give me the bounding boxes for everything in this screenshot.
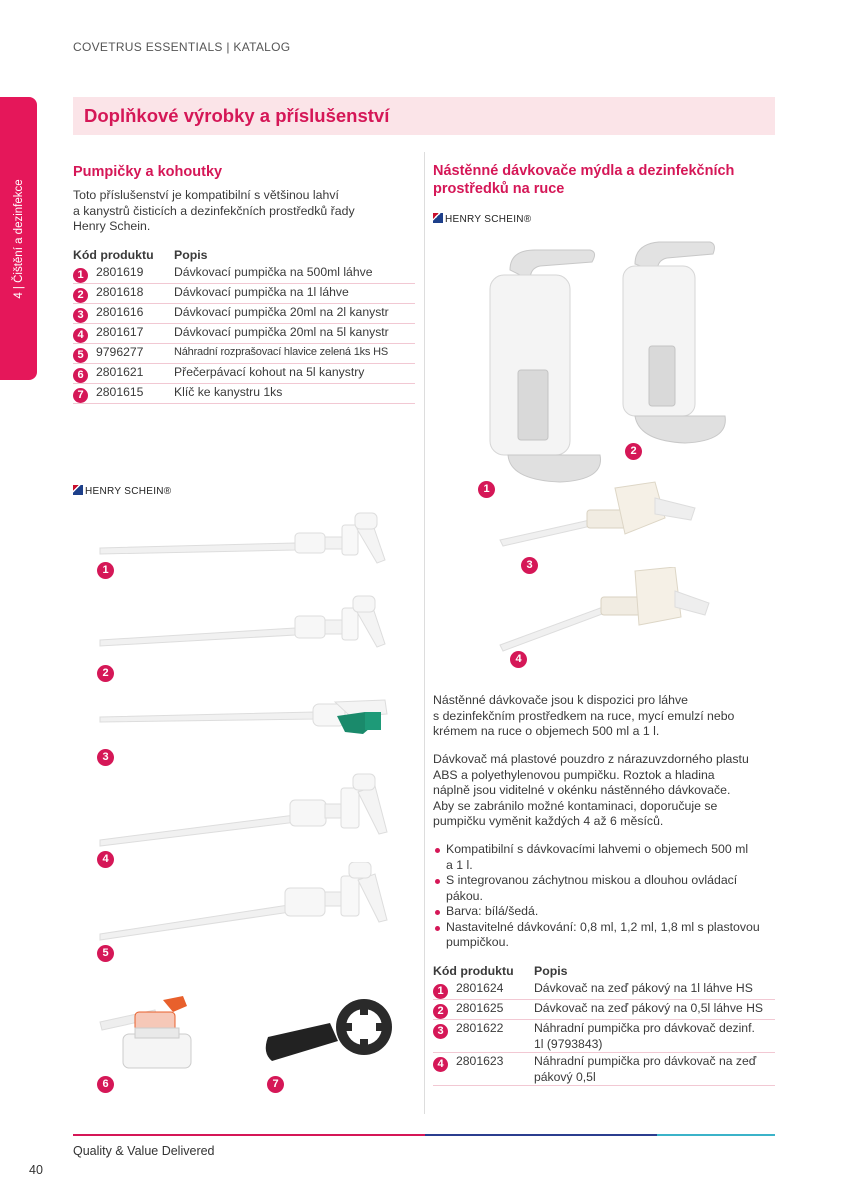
table-row bbox=[433, 1000, 775, 1020]
image-badge: 5 bbox=[97, 945, 114, 962]
image-badge: 2 bbox=[625, 443, 642, 460]
chapter-tab[interactable] bbox=[0, 97, 37, 380]
product-code: 2801622 bbox=[456, 1021, 504, 1035]
page-title-band bbox=[73, 97, 775, 135]
paragraph-line: náplně jsou viditelné v okénku nástěnného dávkovače. bbox=[433, 783, 731, 797]
image-badge: 1 bbox=[478, 481, 495, 498]
paragraph-line: Aby se zabránilo možné kontaminaci, doporučuje se bbox=[433, 798, 718, 813]
product-desc: Dávkovací pumpička na 500ml láhve bbox=[174, 264, 415, 284]
product-code: 2801619 bbox=[96, 265, 144, 279]
feature-item bbox=[433, 873, 778, 904]
product-desc: Dávkovač na zeď pákový na 1l láhve HS bbox=[534, 980, 775, 1000]
feature-list bbox=[433, 842, 778, 951]
row-number: 2 bbox=[433, 1004, 448, 1019]
paragraph-line: ABS a polyethylenovou pumpičku. Roztok a hladina bbox=[433, 767, 715, 782]
tap-image bbox=[95, 992, 205, 1072]
table-row bbox=[73, 364, 415, 384]
section-title-dispensers bbox=[433, 162, 734, 198]
row-number: 5 bbox=[73, 348, 88, 363]
paragraph-line: krémem na ruce o objemech 500 ml a 1 l. bbox=[433, 724, 660, 738]
pump-image-1 bbox=[95, 505, 395, 575]
section-title-pumps: Pumpičky a kohoutky bbox=[73, 164, 223, 180]
section-title-line: prostředků na ruce bbox=[433, 181, 565, 197]
pump-image-2 bbox=[95, 592, 395, 662]
dispenser-description-2 bbox=[433, 752, 778, 830]
col-header-desc: Popis bbox=[174, 248, 208, 262]
row-number: 3 bbox=[433, 1024, 448, 1039]
feature-item bbox=[433, 842, 778, 873]
product-desc bbox=[534, 1053, 775, 1086]
table-row bbox=[433, 1020, 775, 1053]
desc-line: Náhradní pumpička pro dávkovač na zeď bbox=[534, 1054, 757, 1068]
product-desc: Dávkovač na zeď pákový na 0,5l láhve HS bbox=[534, 1000, 775, 1020]
product-desc bbox=[534, 1020, 775, 1053]
dispenser-description-1 bbox=[433, 693, 778, 740]
logo-text: HENRY SCHEIN® bbox=[85, 486, 172, 497]
feature-line: Nastavitelné dávkování: 0,8 ml, 1,2 ml, 1,8 ml s plastovou bbox=[446, 919, 760, 934]
logo-text: HENRY SCHEIN® bbox=[445, 214, 532, 225]
henry-schein-logo bbox=[73, 485, 171, 497]
paragraph-line: Nástěnné dávkovače jsou k dispozici pro láhve bbox=[433, 693, 688, 707]
table-row bbox=[433, 1053, 775, 1086]
table-row bbox=[73, 324, 415, 344]
product-desc: Dávkovací pumpička 20ml na 5l kanystr bbox=[174, 324, 415, 344]
chapter-tab-label: 4 | Čištění a dezinfekce bbox=[12, 178, 25, 299]
product-desc: Přečerpávací kohout na 5l kanystry bbox=[174, 364, 415, 384]
product-desc: Klíč ke kanystru 1ks bbox=[174, 384, 415, 404]
intro-line: Henry Schein. bbox=[73, 219, 151, 233]
desc-line: Náhradní pumpička pro dávkovač dezinf. bbox=[534, 1021, 755, 1035]
feature-line: S integrovanou záchytnou miskou a dlouhou ovládací bbox=[446, 873, 738, 887]
feature-line: pumpičkou. bbox=[446, 935, 509, 949]
image-badge: 7 bbox=[267, 1076, 284, 1093]
col-header-code: Kód produktu bbox=[73, 248, 154, 262]
feature-item bbox=[433, 904, 778, 920]
col-header-code: Kód produktu bbox=[433, 964, 514, 978]
dispenser-image-1 bbox=[480, 240, 615, 485]
product-code: 9796277 bbox=[96, 345, 144, 359]
product-code: 2801624 bbox=[456, 981, 504, 995]
row-number: 1 bbox=[73, 268, 88, 283]
dispensers-product-table bbox=[433, 964, 775, 1086]
row-number: 7 bbox=[73, 388, 88, 403]
product-code: 2801625 bbox=[456, 1001, 504, 1015]
catalog-header: COVETRUS ESSENTIALS | KATALOG bbox=[73, 40, 291, 54]
intro-line: Toto příslušenství je kompatibilní s většinou lahví bbox=[73, 188, 339, 202]
footer-line-cyan bbox=[657, 1134, 775, 1136]
footer-line-blue bbox=[425, 1134, 657, 1136]
spray-head-image bbox=[95, 692, 405, 752]
table-row bbox=[73, 264, 415, 284]
row-number: 1 bbox=[433, 984, 448, 999]
feature-line: a 1 l. bbox=[446, 857, 473, 872]
image-badge: 4 bbox=[510, 651, 527, 668]
col-header-desc: Popis bbox=[534, 964, 568, 978]
feature-line: Kompatibilní s dávkovacími lahvemi o objemech 500 ml bbox=[446, 842, 749, 856]
section-title-line: Nástěnné dávkovače mýdla a dezinfekčních bbox=[433, 163, 735, 179]
image-badge: 1 bbox=[97, 562, 114, 579]
pumps-product-table bbox=[73, 248, 415, 404]
canister-key-image bbox=[260, 995, 400, 1075]
image-badge: 3 bbox=[97, 749, 114, 766]
replacement-pump-image-4 bbox=[495, 567, 715, 657]
pump-image-5 bbox=[95, 862, 395, 952]
product-code: 2801621 bbox=[96, 365, 144, 379]
image-badge: 3 bbox=[521, 557, 538, 574]
page-number: 40 bbox=[29, 1163, 43, 1177]
footer-line-magenta bbox=[73, 1134, 425, 1136]
row-number: 6 bbox=[73, 368, 88, 383]
page-title: Doplňkové výrobky a příslušenství bbox=[84, 105, 390, 126]
henry-schein-logo bbox=[433, 213, 531, 225]
henry-schein-mark-icon bbox=[73, 485, 83, 495]
pumps-intro bbox=[73, 188, 413, 235]
row-number: 3 bbox=[73, 308, 88, 323]
henry-schein-mark-icon bbox=[433, 213, 443, 223]
image-badge: 6 bbox=[97, 1076, 114, 1093]
product-desc: Dávkovací pumpička na 1l láhve bbox=[174, 284, 415, 304]
footer-tagline: Quality & Value Delivered bbox=[73, 1144, 215, 1158]
product-code: 2801616 bbox=[96, 305, 144, 319]
row-number: 4 bbox=[73, 328, 88, 343]
table-row bbox=[73, 304, 415, 324]
product-code: 2801617 bbox=[96, 325, 144, 339]
replacement-pump-image-3 bbox=[495, 478, 705, 558]
table-row bbox=[73, 344, 415, 364]
desc-line: pákový 0,5l bbox=[534, 1070, 596, 1084]
product-code: 2801618 bbox=[96, 285, 144, 299]
product-code: 2801623 bbox=[456, 1054, 504, 1068]
product-code: 2801615 bbox=[96, 385, 144, 399]
pump-image-4 bbox=[95, 770, 395, 860]
desc-line: 1l (9793843) bbox=[534, 1037, 603, 1051]
intro-line: a kanystrů čisticích a dezinfekčních prostředků řady bbox=[73, 203, 355, 218]
row-number: 4 bbox=[433, 1057, 448, 1072]
table-row bbox=[73, 384, 415, 404]
column-divider bbox=[424, 152, 425, 1114]
image-badge: 4 bbox=[97, 851, 114, 868]
feature-line: Barva: bílá/šedá. bbox=[446, 904, 539, 918]
table-row bbox=[433, 980, 775, 1000]
dispenser-image-2 bbox=[615, 236, 735, 451]
table-row bbox=[73, 284, 415, 304]
image-badge: 2 bbox=[97, 665, 114, 682]
paragraph-line: s dezinfekčním prostředkem na ruce, mycí emulzí nebo bbox=[433, 708, 735, 723]
row-number: 2 bbox=[73, 288, 88, 303]
feature-line: pákou. bbox=[446, 888, 483, 903]
paragraph-line: Dávkovač má plastové pouzdro z nárazuvzdorného plastu bbox=[433, 752, 749, 766]
product-desc: Dávkovací pumpička 20ml na 2l kanystr bbox=[174, 304, 415, 324]
paragraph-line: pumpičku vyměnit každých 4 až 6 měsíců. bbox=[433, 814, 664, 828]
feature-item bbox=[433, 920, 778, 951]
product-desc: Náhradní rozprašovací hlavice zelená 1ks HS bbox=[174, 344, 415, 364]
